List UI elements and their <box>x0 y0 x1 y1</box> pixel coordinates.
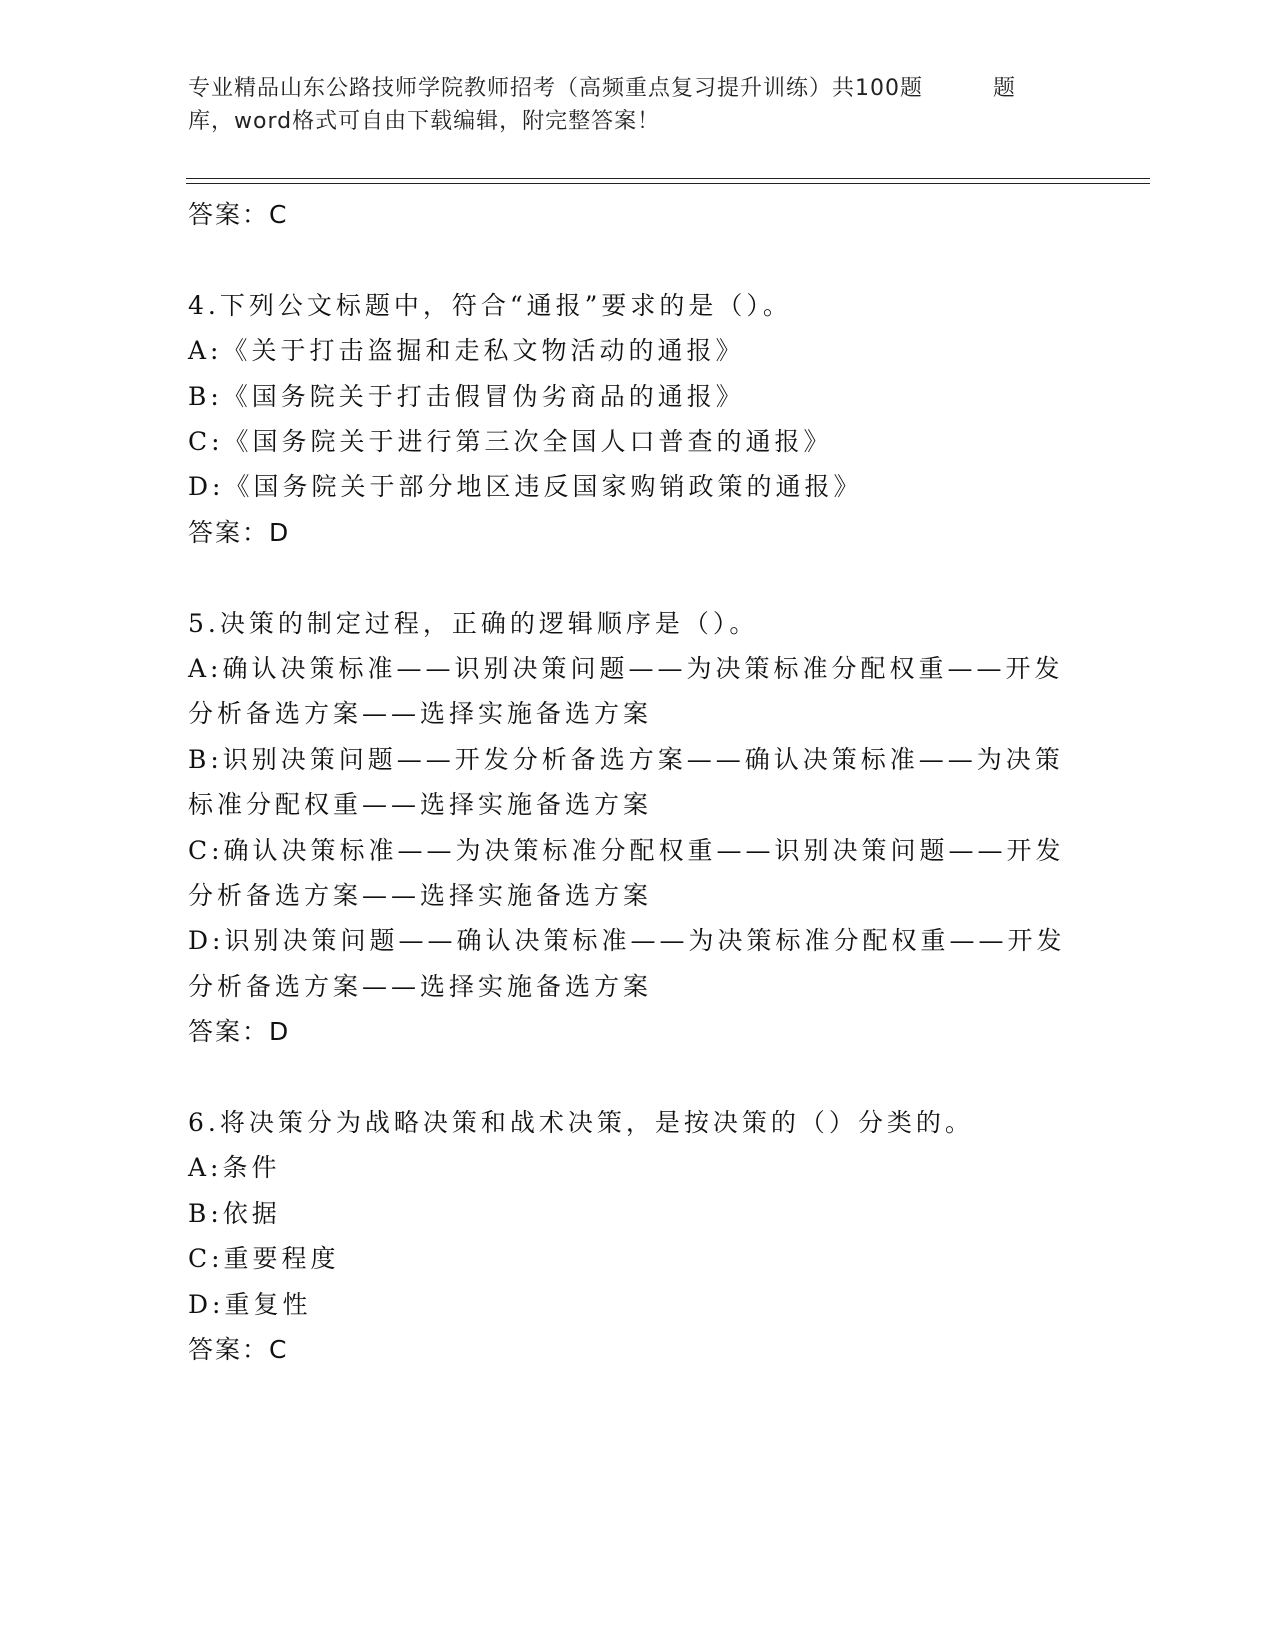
option-a: A:《关于打击盗掘和走私文物活动的通报》 <box>188 336 745 366</box>
header-title: 专业精品山东公路技师学院教师招考（高频重点复习提升训练）共100题 <box>188 76 923 101</box>
question-answer: 答案：C <box>188 1335 289 1365</box>
question-list <box>188 192 1088 1373</box>
question-answer: 答案：D <box>188 1017 291 1047</box>
option-a: A:条件 <box>188 1153 281 1183</box>
option-b: B:识别决策问题——开发分析备选方案——确认决策标准——为决策 <box>188 744 1064 774</box>
previous-answer: 答案：C <box>188 200 289 229</box>
spacer <box>188 1055 1088 1100</box>
option-d-continued: 分析备选方案——选择实施备选方案 <box>188 971 653 1001</box>
option-b-continued: 标准分配权重——选择实施备选方案 <box>188 790 653 820</box>
option-d: D:重复性 <box>188 1289 312 1319</box>
option-c: C:《国务院关于进行第三次全国人口普查的通报》 <box>188 427 833 457</box>
question-stem: 5.决策的制定过程，正确的逻辑顺序是（）。 <box>188 608 759 638</box>
option-d: D:识别决策问题——确认决策标准——为决策标准分配权重——开发 <box>188 926 1066 956</box>
option-a: A:确认决策标准——识别决策问题——为决策标准分配权重——开发 <box>188 654 1064 684</box>
option-d: D:《国务院关于部分地区违反国家购销政策的通报》 <box>188 472 863 502</box>
header-title-trail: 题 <box>993 76 1017 101</box>
option-c: C:确认决策标准——为决策标准分配权重——识别决策问题——开发 <box>188 835 1065 865</box>
question-stem: 4.下列公文标题中，符合“通报”要求的是（）。 <box>188 290 792 320</box>
page-header <box>188 72 1088 138</box>
option-b: B:依据 <box>188 1198 281 1228</box>
question-6 <box>188 1100 1088 1372</box>
header-line-1 <box>188 72 1088 105</box>
header-line-2: 库，word格式可自由下载编辑，附完整答案！ <box>188 109 661 134</box>
header-divider-bottom <box>186 183 1150 184</box>
question-4 <box>188 283 1088 555</box>
header-divider-top <box>186 178 1150 179</box>
option-a-continued: 分析备选方案——选择实施备选方案 <box>188 699 653 729</box>
option-c: C:重要程度 <box>188 1244 340 1274</box>
spacer <box>188 555 1088 600</box>
question-5 <box>188 601 1088 1055</box>
spacer <box>188 237 1088 282</box>
option-b: B:《国务院关于打击假冒伪劣商品的通报》 <box>188 381 745 411</box>
option-c-continued: 分析备选方案——选择实施备选方案 <box>188 881 653 911</box>
question-answer: 答案：D <box>188 517 291 547</box>
question-stem: 6.将决策分为战略决策和战术决策，是按决策的（）分类的。 <box>188 1108 974 1138</box>
